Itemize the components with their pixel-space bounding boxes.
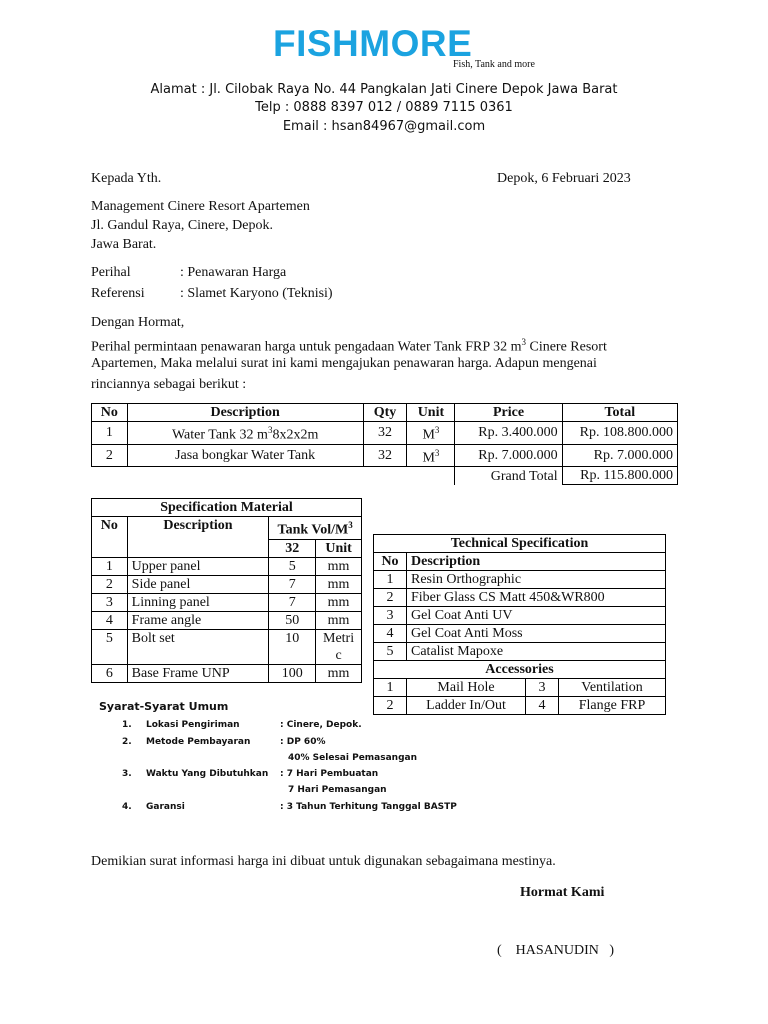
letter-date: Depok, 6 Februari 2023 (497, 171, 631, 186)
price-table (91, 403, 678, 485)
table-row (374, 589, 666, 607)
perihal-value: : Penawaran Harga (180, 265, 287, 280)
col-header: No (374, 553, 407, 571)
cell-desc: Gel Coat Anti Moss (407, 625, 666, 643)
term-label: Garansi (146, 802, 185, 812)
cell-desc: Gel Coat Anti UV (407, 607, 666, 625)
term-number: 4. (122, 802, 132, 812)
term-value: : DP 60% (280, 737, 326, 747)
tagline: Fish, Tank and more (453, 59, 535, 70)
cell-no: 1 (92, 557, 128, 575)
table-row (374, 697, 666, 715)
address-line: Alamat : Jl. Cilobak Raya No. 44 Pangkalan Jati Cinere Depok Jawa Barat (150, 82, 618, 97)
col-header: Description (127, 517, 269, 558)
recipient-line: Jawa Barat. (91, 237, 157, 252)
cell-desc: Bolt set (127, 629, 269, 664)
cell-no: 1 (374, 571, 407, 589)
table-row (92, 557, 362, 575)
phone-line: Telp : 0888 8397 012 / 0889 7115 0361 (255, 100, 513, 115)
cell-no: 2 (374, 697, 407, 715)
cell-item: Mail Hole (407, 679, 526, 697)
cell-desc: Linning panel (127, 593, 269, 611)
cell-no: 1 (92, 422, 128, 445)
table-row (92, 664, 362, 682)
term-label: Metode Pembayaran (146, 737, 251, 747)
cell-no: 5 (92, 629, 128, 664)
cell-no: 6 (92, 664, 128, 682)
table-row (92, 593, 362, 611)
cell-val: 5 (269, 557, 316, 575)
cell-price: Rp. 3.400.000 (455, 422, 562, 445)
cell-unit: Metric (316, 629, 362, 664)
col-header: Total (562, 404, 677, 422)
table-row (374, 679, 666, 697)
term-extra: 7 Hari Pemasangan (288, 785, 387, 795)
closing-text: Demikian surat informasi harga ini dibuat untuk digunakan sebagaimana mestinya. (91, 854, 556, 869)
grand-total-value: Rp. 115.800.000 (562, 467, 677, 485)
tech-spec-table (373, 534, 666, 715)
col-header: No (92, 404, 128, 422)
cell-val: 7 (269, 593, 316, 611)
signer-name: ( HASANUDIN ) (497, 943, 615, 958)
table-row (374, 571, 666, 589)
cell-desc: Fiber Glass CS Matt 450&WR800 (407, 589, 666, 607)
term-number: 3. (122, 769, 132, 779)
cell-item: Flange FRP (559, 697, 666, 715)
referensi-value: : Slamet Karyono (Teknisi) (180, 286, 333, 301)
cell-desc: Base Frame UNP (127, 664, 269, 682)
salutation-to: Kepada Yth. (91, 171, 162, 186)
col-header: Price (455, 404, 562, 422)
greeting: Dengan Hormat, (91, 315, 185, 330)
body-line-2: Apartemen, Maka melalui surat ini kami mengajukan penawaran harga. Adapun mengenai (91, 356, 597, 371)
term-value: : 3 Tahun Terhitung Tanggal BASTP (280, 802, 457, 812)
table-row (92, 575, 362, 593)
cell-unit: mm (316, 611, 362, 629)
spec-material-title: Specification Material (92, 499, 362, 517)
cell-item: Ventilation (559, 679, 666, 697)
col-header: Description (407, 553, 666, 571)
term-value: : Cinere, Depok. (280, 720, 362, 730)
cell-desc: Catalist Mapoxe (407, 643, 666, 661)
cell-no: 2 (92, 444, 128, 467)
cell-no: 1 (374, 679, 407, 697)
cell-qty: 32 (363, 422, 407, 445)
table-row (92, 444, 678, 467)
grand-total-row (92, 467, 678, 485)
cell-total: Rp. 7.000.000 (562, 444, 677, 467)
cell-unit: mm (316, 557, 362, 575)
cell-no: 4 (374, 625, 407, 643)
cell-total: Rp. 108.800.000 (562, 422, 677, 445)
cell-val: 100 (269, 664, 316, 682)
regards: Hormat Kami (520, 885, 605, 900)
cell-no: 3 (92, 593, 128, 611)
cell-desc: Upper panel (127, 557, 269, 575)
terms-title: Syarat-Syarat Umum (99, 700, 229, 713)
cell-desc: Jasa bongkar Water Tank (127, 444, 363, 467)
col-header: Unit (316, 539, 362, 557)
referensi-label: Referensi (91, 286, 145, 301)
cell-val: 10 (269, 629, 316, 664)
col-header: Description (127, 404, 363, 422)
cell-no: 3 (374, 607, 407, 625)
body-line-3: rinciannya sebagai berikut : (91, 377, 247, 392)
cell-item: Ladder In/Out (407, 697, 526, 715)
grand-total-label: Grand Total (455, 467, 562, 485)
cell-no: 3 (526, 679, 559, 697)
table-row (92, 611, 362, 629)
cell-unit: mm (316, 664, 362, 682)
recipient-line: Management Cinere Resort Apartemen (91, 199, 310, 214)
table-row (92, 629, 362, 664)
cell-unit: $M^3$ (407, 422, 455, 445)
cell-qty: 32 (363, 444, 407, 467)
cell-desc: Resin Orthographic (407, 571, 666, 589)
col-header: 32 (269, 539, 316, 557)
term-number: 1. (122, 720, 132, 730)
table-header-row (92, 404, 678, 422)
col-header-tank: Tank Vol/$M^3$ (269, 517, 362, 540)
email-line: Email : hsan84967@gmail.com (282, 119, 486, 134)
spec-material-table (91, 498, 362, 683)
term-label: Waktu Yang Dibutuhkan (146, 769, 269, 779)
perihal-label: Perihal (91, 265, 131, 280)
cell-no: 5 (374, 643, 407, 661)
cell-no: 4 (92, 611, 128, 629)
cell-desc: Side panel (127, 575, 269, 593)
table-row (374, 607, 666, 625)
cell-no: 4 (526, 697, 559, 715)
table-row (374, 643, 666, 661)
term-label: Lokasi Pengiriman (146, 720, 240, 730)
table-row (92, 422, 678, 445)
tech-spec-title: Technical Specification (374, 535, 666, 553)
body-line-1: Perihal permintaan penawaran harga untuk pengadaan Water Tank FRP 32 $m^3$ Cinere Resort (91, 337, 607, 355)
cell-unit: mm (316, 575, 362, 593)
cell-unit: mm (316, 593, 362, 611)
term-value: : 7 Hari Pembuatan (280, 769, 379, 779)
term-extra: 40% Selesai Pemasangan (288, 753, 418, 763)
cell-price: Rp. 7.000.000 (455, 444, 562, 467)
col-header: Unit (407, 404, 455, 422)
spec-material-wrapper (91, 498, 362, 690)
company-logo: FISHMORE (273, 23, 473, 64)
table-row (374, 625, 666, 643)
cell-no: 2 (374, 589, 407, 607)
cell-val: 7 (269, 575, 316, 593)
col-header: No (92, 517, 128, 558)
col-header: Qty (363, 404, 407, 422)
cell-desc: Water Tank 32 $m^38x2x2m$ (127, 422, 363, 445)
accessories-title: Accessories (374, 661, 666, 679)
recipient-line: Jl. Gandul Raya, Cinere, Depok. (91, 218, 273, 233)
cell-val: 50 (269, 611, 316, 629)
cell-no: 2 (92, 575, 128, 593)
term-number: 2. (122, 737, 132, 747)
cell-desc: Frame angle (127, 611, 269, 629)
cell-unit: $M^3$ (407, 444, 455, 467)
